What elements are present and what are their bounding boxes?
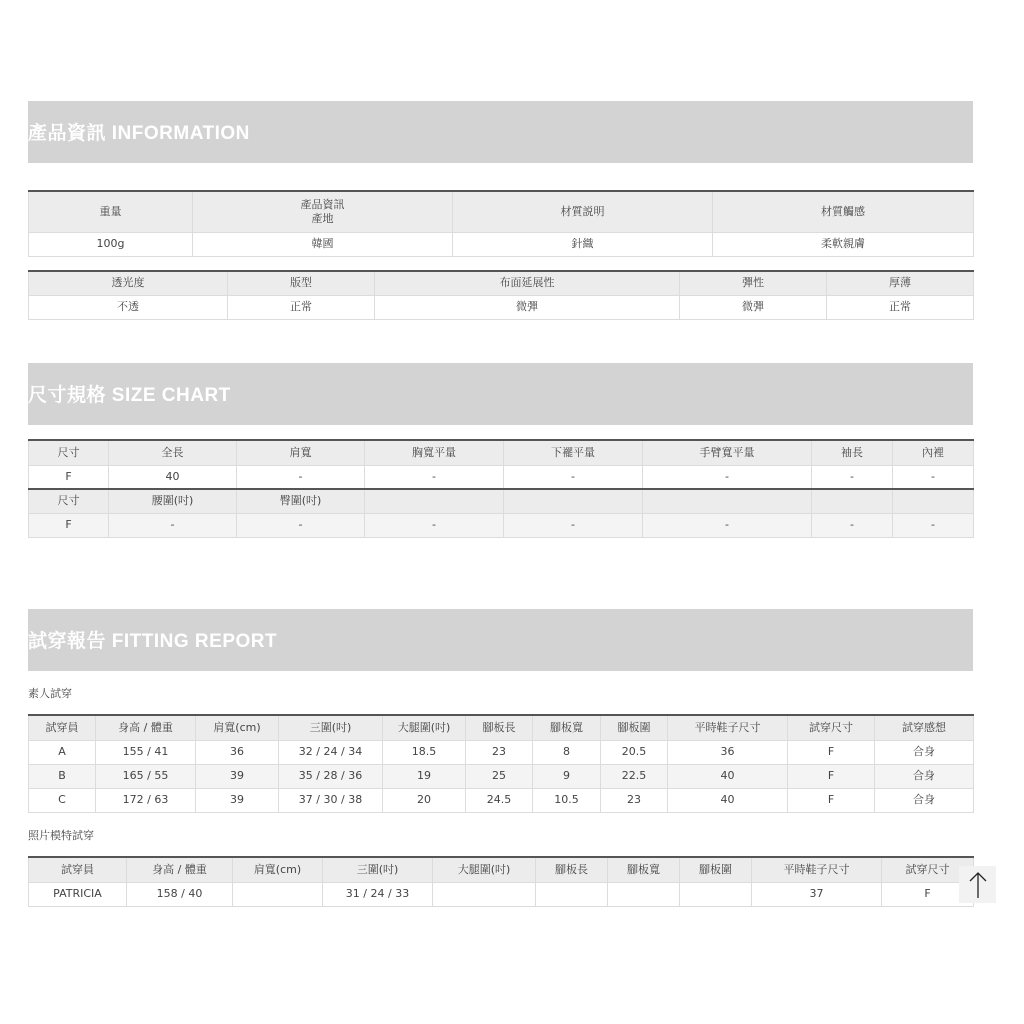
fitting-cell: 8 <box>533 740 601 764</box>
fitting-header-cell: 平時鞋子尺寸 <box>752 857 882 882</box>
size-header-cell: 胸寬平量 <box>365 440 504 465</box>
header-product-info-origin <box>193 191 453 232</box>
information-title: 產品資訊 INFORMATION <box>28 123 250 144</box>
size-header-cell <box>893 489 974 513</box>
fitting-cell: 18.5 <box>383 740 466 764</box>
fitting-header-cell: 腳板寬 <box>608 857 680 882</box>
value-stretch: 微彈 <box>375 295 680 319</box>
fitting-header-cell: 肩寬(cm) <box>233 857 323 882</box>
fabric-properties-table <box>28 270 974 320</box>
header-opacity: 透光度 <box>29 271 228 295</box>
amateur-fitting-table <box>28 714 974 813</box>
fitting-header-cell: 試穿員 <box>29 857 127 882</box>
fitting-cell: 37 / 30 / 38 <box>279 788 383 812</box>
amateur-header-row <box>29 715 974 740</box>
fitting-cell: 20 <box>383 788 466 812</box>
size-header-cell: 尺寸 <box>29 489 109 513</box>
fitting-cell: 155 / 41 <box>96 740 196 764</box>
fitting-header-cell: 三圍(吋) <box>323 857 433 882</box>
fitting-cell <box>433 882 536 906</box>
size-chart-section-header <box>28 363 973 425</box>
fitting-header-cell: 腳板長 <box>466 715 533 740</box>
size-header-row-2 <box>29 489 974 513</box>
fitting-cell: 20.5 <box>601 740 668 764</box>
fitting-cell: 22.5 <box>601 764 668 788</box>
size-header-cell: 袖長 <box>812 440 893 465</box>
value-opacity: 不透 <box>29 295 228 319</box>
fitting-cell: 25 <box>466 764 533 788</box>
fitting-cell: A <box>29 740 96 764</box>
fitting-header-cell: 試穿尺寸 <box>788 715 875 740</box>
fitting-header-cell: 腳板圍 <box>601 715 668 740</box>
fitting-cell: 合身 <box>875 788 974 812</box>
model-header-row <box>29 857 974 882</box>
fitting-header-cell: 腳板圍 <box>680 857 752 882</box>
fitting-header-cell: 三圍(吋) <box>279 715 383 740</box>
size-header-cell: 下襬平量 <box>504 440 643 465</box>
fitting-cell <box>680 882 752 906</box>
header-elasticity: 彈性 <box>680 271 827 295</box>
back-to-top-button[interactable] <box>959 866 996 903</box>
fitting-cell: 165 / 55 <box>96 764 196 788</box>
header-weight: 重量 <box>29 191 193 232</box>
size-cell: - <box>812 465 893 489</box>
fitting-cell: 31 / 24 / 33 <box>323 882 433 906</box>
size-cell: - <box>643 465 812 489</box>
size-header-cell: 肩寬 <box>237 440 365 465</box>
value-material: 針織 <box>453 232 713 256</box>
arrow-up-icon <box>967 870 989 900</box>
size-cell: - <box>893 465 974 489</box>
size-header-row-1 <box>29 440 974 465</box>
header-material: 材質説明 <box>453 191 713 232</box>
fitting-header-cell: 身高 / 體重 <box>127 857 233 882</box>
size-row-2 <box>29 513 974 537</box>
fitting-cell: 37 <box>752 882 882 906</box>
header-origin: 產地 <box>311 211 334 225</box>
information-section-header <box>28 101 973 163</box>
fitting-cell: 35 / 28 / 36 <box>279 764 383 788</box>
fitting-header-cell: 腳板寬 <box>533 715 601 740</box>
header-material-feel: 材質觸感 <box>713 191 974 232</box>
fitting-header-cell: 大腿圍(吋) <box>433 857 536 882</box>
fitting-cell: 39 <box>196 788 279 812</box>
size-header-cell: 尺寸 <box>29 440 109 465</box>
size-cell: - <box>812 513 893 537</box>
size-header-cell: 手臂寬平量 <box>643 440 812 465</box>
fitting-report-section-header <box>28 609 973 671</box>
size-header-cell: 臀圍(吋) <box>237 489 365 513</box>
size-header-cell <box>812 489 893 513</box>
size-header-cell <box>504 489 643 513</box>
fitting-cell: B <box>29 764 96 788</box>
size-chart-title: 尺寸規格 SIZE CHART <box>28 385 231 406</box>
fitting-header-cell: 平時鞋子尺寸 <box>668 715 788 740</box>
size-cell: - <box>365 513 504 537</box>
size-cell: - <box>237 513 365 537</box>
fitting-cell: 10.5 <box>533 788 601 812</box>
fitting-cell: 40 <box>668 788 788 812</box>
fitting-cell: 19 <box>383 764 466 788</box>
fitting-cell: 36 <box>196 740 279 764</box>
fitting-header-cell: 腳板長 <box>536 857 608 882</box>
fitting-header-cell: 身高 / 體重 <box>96 715 196 740</box>
size-header-cell: 內裡 <box>893 440 974 465</box>
fitting-cell: 合身 <box>875 764 974 788</box>
size-cell: - <box>237 465 365 489</box>
fitting-cell: 23 <box>601 788 668 812</box>
table-row <box>29 740 974 764</box>
model-fitting-table <box>28 856 974 907</box>
fitting-cell: 158 / 40 <box>127 882 233 906</box>
header-thickness: 厚薄 <box>827 271 974 295</box>
fitting-header-cell: 試穿尺寸 <box>882 857 974 882</box>
size-cell: - <box>365 465 504 489</box>
fitting-cell: F <box>788 788 875 812</box>
amateur-fitting-label: 素人試穿 <box>28 687 72 700</box>
table-row <box>29 788 974 812</box>
fitting-cell: F <box>788 764 875 788</box>
size-header-cell <box>365 489 504 513</box>
size-cell: F <box>29 465 109 489</box>
fitting-cell: PATRICIA <box>29 882 127 906</box>
fitting-cell: 24.5 <box>466 788 533 812</box>
fitting-cell: 172 / 63 <box>96 788 196 812</box>
value-material-feel: 柔軟親膚 <box>713 232 974 256</box>
size-cell: - <box>504 513 643 537</box>
fitting-header-cell: 大腿圍(吋) <box>383 715 466 740</box>
size-header-cell: 全長 <box>109 440 237 465</box>
size-row-1 <box>29 465 974 489</box>
fitting-cell: 9 <box>533 764 601 788</box>
fitting-cell <box>536 882 608 906</box>
value-thickness: 正常 <box>827 295 974 319</box>
fitting-cell: F <box>882 882 974 906</box>
value-elasticity: 微彈 <box>680 295 827 319</box>
table-row <box>29 764 974 788</box>
fitting-header-cell: 試穿員 <box>29 715 96 740</box>
fitting-cell: 23 <box>466 740 533 764</box>
value-origin: 韓國 <box>193 232 453 256</box>
value-fit: 正常 <box>228 295 375 319</box>
fitting-header-cell: 試穿感想 <box>875 715 974 740</box>
model-fitting-label: 照片模特試穿 <box>28 829 94 842</box>
fitting-cell: 40 <box>668 764 788 788</box>
size-cell: F <box>29 513 109 537</box>
fitting-cell: 32 / 24 / 34 <box>279 740 383 764</box>
size-cell: - <box>504 465 643 489</box>
fitting-cell <box>233 882 323 906</box>
table-row <box>29 882 974 906</box>
size-header-cell <box>643 489 812 513</box>
size-header-cell: 腰圍(吋) <box>109 489 237 513</box>
size-cell: 40 <box>109 465 237 489</box>
size-cell: - <box>109 513 237 537</box>
size-cell: - <box>643 513 812 537</box>
fitting-cell: F <box>788 740 875 764</box>
fitting-cell: C <box>29 788 96 812</box>
fitting-cell: 合身 <box>875 740 974 764</box>
fitting-cell <box>608 882 680 906</box>
header-product-info: 產品資訊 <box>300 197 345 211</box>
size-cell: - <box>893 513 974 537</box>
size-chart-table <box>28 439 974 538</box>
fitting-cell: 36 <box>668 740 788 764</box>
header-fit: 版型 <box>228 271 375 295</box>
product-info-table <box>28 190 974 257</box>
value-weight: 100g <box>29 232 193 256</box>
fitting-header-cell: 肩寬(cm) <box>196 715 279 740</box>
fitting-report-title: 試穿報告 FITTING REPORT <box>28 631 278 652</box>
header-stretch: 布面延展性 <box>375 271 680 295</box>
fitting-cell: 39 <box>196 764 279 788</box>
